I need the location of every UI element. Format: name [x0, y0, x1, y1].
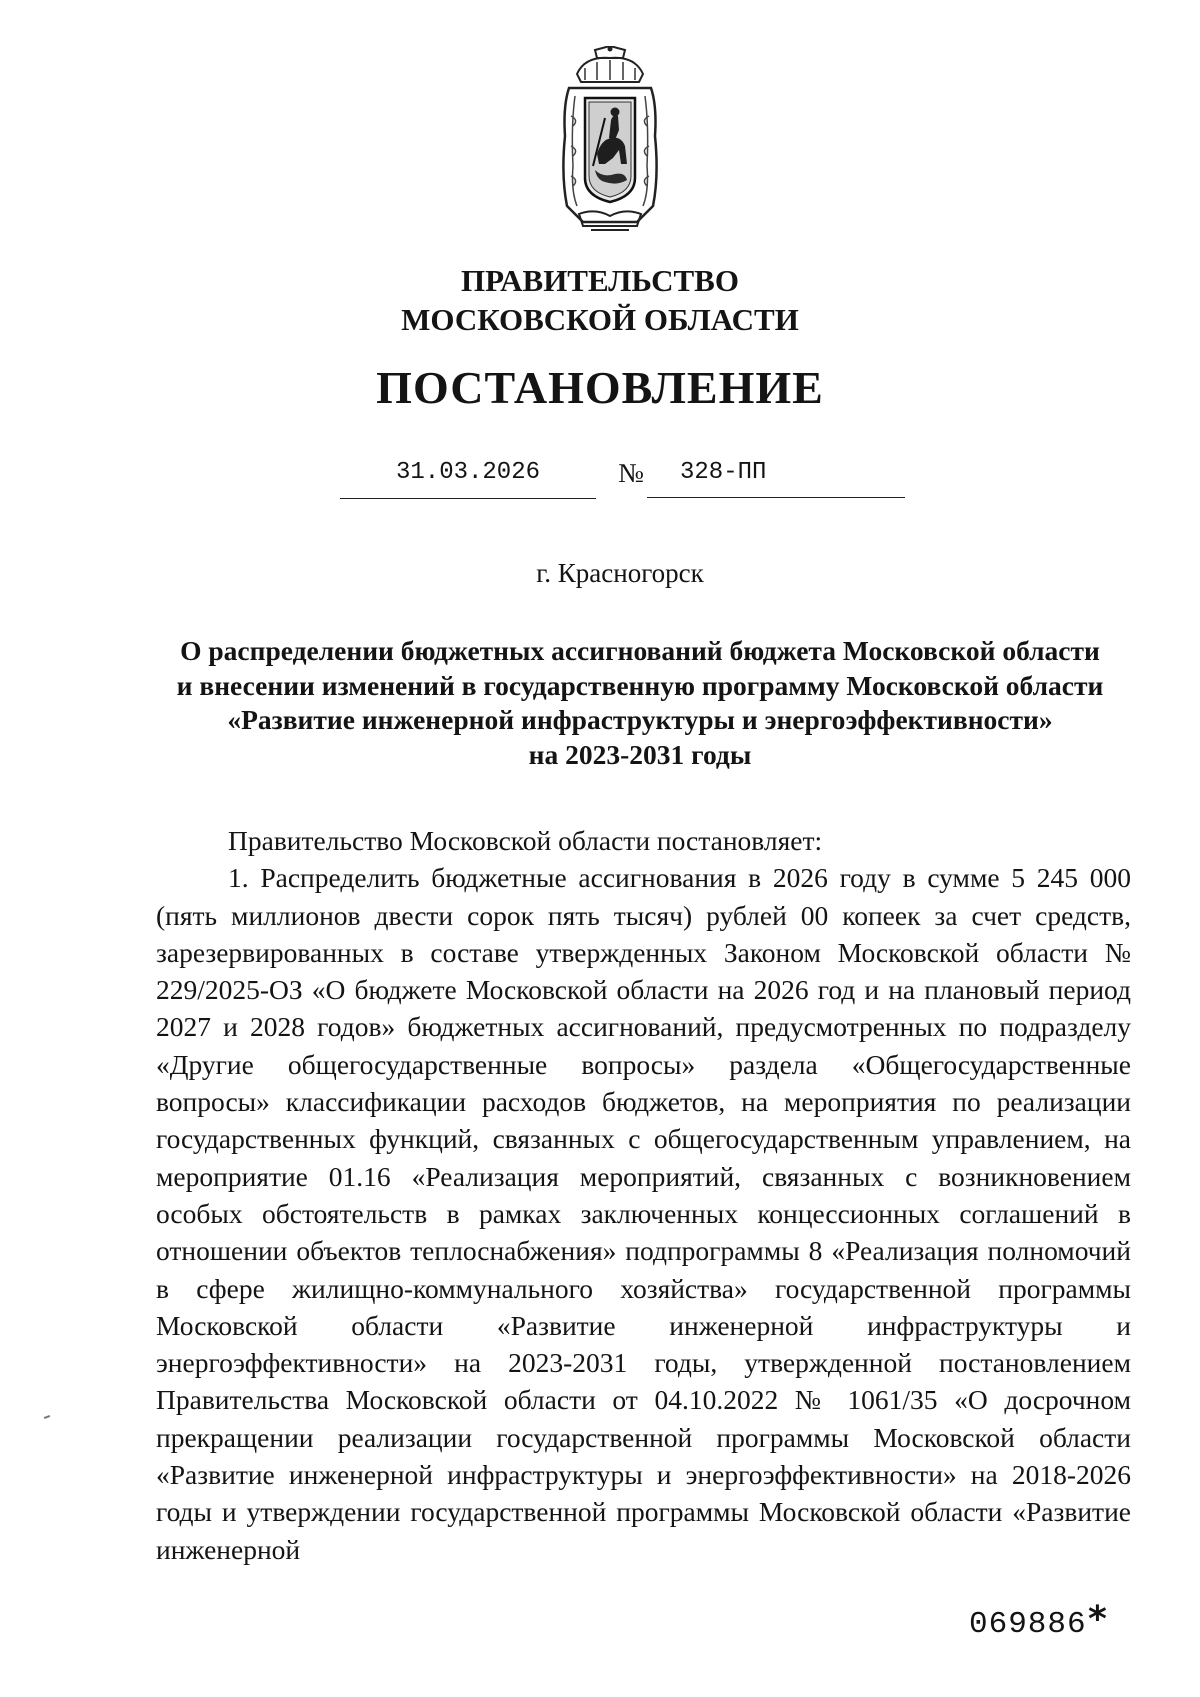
scan-speck	[44, 1415, 50, 1419]
preamble-paragraph: Правительство Московской области постановляет:	[228, 825, 823, 856]
document-body	[156, 822, 1131, 1568]
document-number: 328-ПП	[647, 458, 905, 498]
title-line: на 2023-2031 годы	[528, 738, 752, 770]
number-sign: №	[618, 458, 644, 488]
serial-mark: *	[1088, 1599, 1107, 1640]
serial-number: 069886	[969, 1607, 1087, 1642]
city-name: г. Красногорск	[536, 558, 704, 588]
title-line: «Развитие инженерной инфраструктуры и энергоэффективности»	[227, 704, 1053, 735]
government-name-line2: МОСКОВСКОЙ ОБЛАСТИ	[401, 302, 799, 337]
title-line: и внесении изменений в государственную программу Московской области	[176, 669, 1104, 701]
coat-of-arms-icon	[555, 46, 665, 234]
clause-1-paragraph: 1. Распределить бюджетные ассигнования в 2026 году в сумме 5 245 000 (пять миллионов двести сорок пять тысяч) рублей 00 копеек за счет средств, зарезервированных в составе утвержденных Законом Московской области № 229/2025-ОЗ «О бюджете Московской области на 2026 год и на плановый период 2027 и 2028 годов» бюджетных ассигнований, предусмотренных по подразделу «Другие общегосударственные вопросы» раздела «Общегосударственные вопросы» классификации расходов бюджетов, на мероприятия по реализации государственных функций, связанных с общегосударственным управлением, на мероприятие 01.16 «Реализация мероприятий, связанных с возникновением особых обстоятельств в рамках заключенных концессионных соглашений в отношении объектов теплоснабжения» подпрограммы 8 «Реализация полномочий в сфере жилищно-коммунального хозяйства» государственной программы Московской области «Развитие инженерной инфраструктуры и энергоэффективности» на 2023-2031 годы, утвержденной постановлением Правительства Московской области от 04.10.2022 № 1061/35 «О досрочном прекращении реализации государственной программы Московской области «Развитие инженерной инфраструктуры и энергоэффективности» на 2018-2026 годы и утверждении государственной программы Московской области «Развитие инженерной	[156, 862, 1131, 1565]
document-date: 31.03.2026	[340, 458, 596, 499]
government-name-line1: ПРАВИТЕЛЬСТВО	[461, 263, 739, 298]
document-type-heading: ПОСТАНОВЛЕНИЕ	[376, 362, 824, 413]
document-title	[150, 634, 1130, 772]
title-line: О распределении бюджетных ассигнований бюджета Московской области	[180, 635, 1100, 666]
